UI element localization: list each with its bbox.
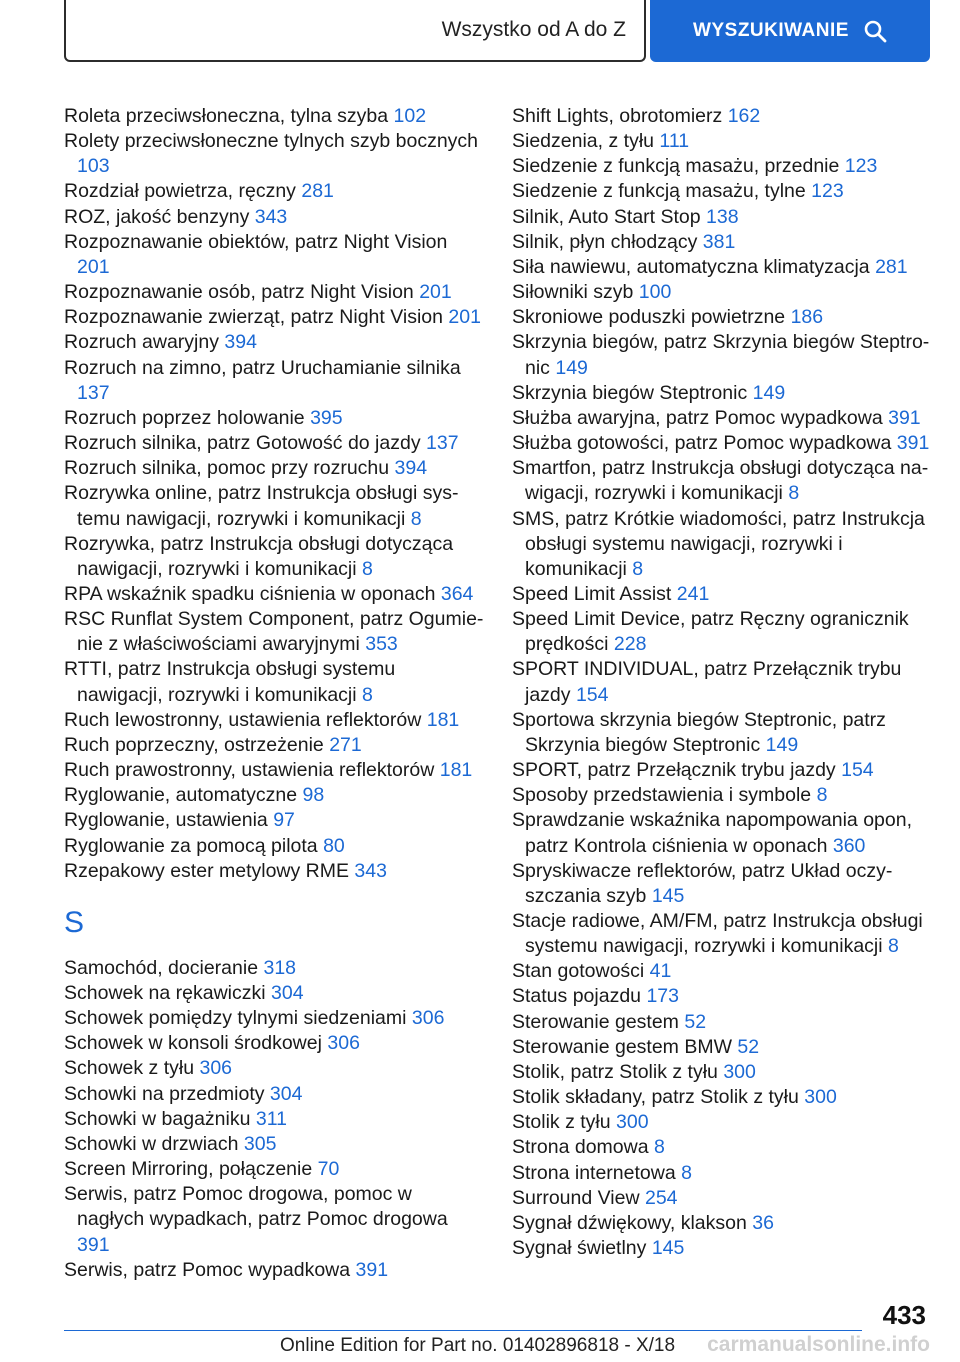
page-link[interactable]: 391: [896, 432, 930, 455]
page-link[interactable]: 123: [811, 180, 844, 203]
entry-term: SMS, patrz Krótkie wiadomości, patrz Instrukcja obsługi systemu nawigacji, rozrywki i komunikacji: [512, 507, 925, 580]
entry-term: Sposoby przedstawienia i symbole: [512, 784, 817, 807]
entry-term: Rozrywka, patrz Instrukcja obsługi dotycząca nawigacji, rozrywki i komunikacji: [64, 532, 454, 580]
index-entry: [64, 1031, 484, 1056]
page-link[interactable]: 381: [702, 230, 736, 253]
index-entry: [64, 305, 484, 330]
index-entry: [64, 758, 484, 783]
page-link[interactable]: 186: [790, 306, 824, 329]
entry-term: Rzepakowy ester metylowy RME: [64, 859, 355, 882]
entry-term: Surround View: [512, 1186, 645, 1209]
page-link[interactable]: 36: [752, 1211, 774, 1234]
index-entry: [512, 758, 932, 783]
tab-a-to-z[interactable]: [64, 0, 646, 62]
page-link[interactable]: 149: [765, 733, 799, 756]
index-entry: [512, 104, 932, 129]
entry-term: Sygnał dźwiękowy, klakson: [512, 1211, 753, 1234]
index-list-s: [64, 956, 484, 1283]
watermark: carmanualsonline.info: [707, 1333, 930, 1356]
page-link[interactable]: 145: [651, 884, 685, 907]
entry-term: Rozruch awaryjny: [64, 331, 225, 354]
entry-term: Siła nawiewu, automatyczna klimatyzacja: [512, 255, 876, 278]
page-link[interactable]: 395: [310, 406, 343, 429]
entry-term: Sterowanie gestem: [512, 1010, 685, 1033]
page-link[interactable]: 271: [329, 733, 362, 756]
index-entry: [512, 381, 932, 406]
page-link[interactable]: 103: [77, 155, 110, 178]
entry-term: Ryglowanie za pomocą pilota: [64, 834, 324, 857]
page-link[interactable]: 41: [649, 960, 672, 983]
entry-term: Ruch poprzeczny, ostrzeżenie: [64, 733, 330, 756]
page-link[interactable]: 138: [706, 205, 739, 228]
entry-term: RPA wskaźnik spadku ciśnienia w oponach: [64, 582, 441, 605]
index-column-right: [512, 104, 932, 1261]
page-link[interactable]: 123: [844, 155, 878, 178]
page-link[interactable]: 98: [302, 784, 325, 807]
page-link[interactable]: 8: [362, 557, 373, 580]
index-entry: [512, 406, 932, 431]
index-entry: [64, 783, 484, 808]
index-entry: [512, 1110, 932, 1135]
page-link[interactable]: 343: [254, 205, 288, 228]
edition-note: Online Edition for Part no. 01402896818 - X/18: [280, 1335, 676, 1356]
entry-term: Skrzynia biegów, patrz Skrzynia biegów Steptronic: [512, 331, 930, 379]
index-entry: [512, 1035, 932, 1060]
entry-term: Rozdział powietrza, ręczny: [64, 180, 302, 203]
index-entry: [512, 330, 932, 380]
page-link[interactable]: 97: [273, 809, 295, 832]
tab-search-label: WYSZUKIWANIE: [693, 20, 849, 41]
entry-term: Skroniowe poduszki powietrzne: [512, 306, 791, 329]
entry-term: Skrzynia biegów Steptronic: [512, 381, 753, 404]
entry-term: RTTI, patrz Instrukcja obsługi systemu nawigacji, rozrywki i komunikacji: [64, 658, 396, 706]
index-entry: [512, 1186, 932, 1211]
index-entry: [64, 129, 484, 179]
entry-term: Ruch lewostronny, ustawienia reflektorów: [64, 708, 427, 731]
entry-term: Speed Limit Device, patrz Ręczny ogranicznik prędkości: [512, 608, 909, 656]
index-entry: [512, 909, 932, 959]
index-entry: [512, 230, 932, 255]
index-entry: [512, 305, 932, 330]
page-link[interactable]: 181: [439, 759, 473, 782]
index-entry: [512, 1161, 932, 1186]
page-link[interactable]: 8: [362, 683, 373, 706]
index-entry: [64, 406, 484, 431]
entry-term: Rozruch silnika, pomoc przy rozruchu: [64, 457, 395, 480]
entry-term: Sterowanie gestem BMW: [512, 1035, 738, 1058]
entry-term: Rolety przeciwsłoneczne tylnych szyb bocznych: [64, 130, 479, 153]
index-entry: [512, 205, 932, 230]
page-link[interactable]: 201: [448, 306, 481, 329]
page-link[interactable]: 8: [788, 482, 800, 505]
entry-term: Stolik z tyłu: [512, 1111, 617, 1134]
entry-term: SPORT, patrz Przełącznik trybu jazdy: [512, 759, 842, 782]
entry-term: Stan gotowości: [512, 960, 650, 983]
index-entry: [512, 456, 932, 506]
page-link[interactable]: 353: [365, 633, 398, 656]
search-icon: [863, 19, 887, 43]
index-entry: [64, 532, 484, 582]
page-link[interactable]: 281: [301, 180, 334, 203]
index-entry: [64, 431, 484, 456]
entry-term: Ryglowanie, automatyczne: [64, 784, 303, 807]
index-entry: [64, 708, 484, 733]
footer-divider: [64, 1330, 862, 1331]
index-entry: [512, 1135, 932, 1160]
entry-term: Smartfon, patrz Instrukcja obsługi dotycząca nawigacji, rozrywki i komunikacji: [512, 457, 929, 505]
entry-term: Schowek w konsoli środkowej: [64, 1032, 328, 1055]
index-entry: [64, 859, 484, 884]
entry-term: Speed Limit Assist: [512, 582, 677, 605]
index-entry: [512, 657, 932, 707]
page-link[interactable]: 311: [255, 1107, 287, 1130]
header: [64, 0, 930, 66]
entry-term: ROZ, jakość benzyny: [64, 205, 255, 228]
entry-term: Sprawdzanie wskaźnika napompowania opon, patrz Kontrola ciśnienia w oponach: [512, 809, 912, 857]
entry-term: Spryskiwacze reflektorów, patrz Układ oczyszczania szyb: [512, 859, 893, 907]
entry-term: Roleta przeciwsłoneczna, tylna szyba: [64, 105, 394, 127]
index-entry: [64, 1132, 484, 1157]
entry-term: Rozrywka online, patrz Instrukcja obsługi systemu nawigacji, rozrywki i komunikacji: [64, 482, 459, 530]
page-number: 433: [882, 1300, 926, 1330]
index-entry: [64, 981, 484, 1006]
page-link[interactable]: 173: [646, 985, 679, 1008]
index-list-s-continued: [512, 104, 932, 1261]
page-link[interactable]: 145: [651, 1237, 685, 1260]
entry-term: Sygnał świetlny: [512, 1237, 652, 1260]
entry-term: Schowki w drzwiach: [64, 1132, 244, 1155]
entry-term: Schowek pomiędzy tylnymi siedzeniami: [64, 1007, 412, 1030]
page-link[interactable]: 70: [317, 1158, 340, 1181]
index-entry: [512, 1085, 932, 1110]
entry-term: Rozpoznawanie osób, patrz Night Vision: [64, 281, 420, 304]
page-link[interactable]: 149: [752, 381, 786, 404]
page-link[interactable]: 137: [426, 432, 459, 455]
entry-term: Rozruch na zimno, patrz Uruchamianie silnika: [64, 356, 461, 379]
index-entry: [64, 1056, 484, 1081]
page-link[interactable]: 306: [327, 1032, 360, 1055]
page-link[interactable]: 8: [681, 1161, 692, 1184]
index-column-left: [64, 104, 484, 1283]
entry-term: Stolik, patrz Stolik z tyłu: [512, 1060, 724, 1083]
index-entry: [512, 154, 932, 179]
index-list-r: [64, 104, 484, 884]
page-link[interactable]: 111: [659, 130, 690, 153]
page-link[interactable]: 80: [323, 834, 345, 857]
page-link[interactable]: 162: [727, 105, 761, 127]
entry-term: Siedzenie z funkcją masażu, przednie: [512, 155, 845, 178]
index-entry: [512, 607, 932, 657]
entry-term: Ryglowanie, ustawienia: [64, 809, 274, 832]
entry-term: Rozruch poprzez holowanie: [64, 406, 311, 429]
entry-term: Siłowniki szyb: [512, 281, 639, 304]
entry-term: Stacje radiowe, AM/FM, patrz Instrukcja obsługi systemu nawigacji, rozrywki i komunikacji: [512, 910, 923, 958]
page-link[interactable]: 228: [613, 633, 647, 656]
entry-term: Stolik składany, patrz Stolik z tyłu: [512, 1086, 805, 1109]
page-link[interactable]: 8: [410, 507, 422, 530]
page-link[interactable]: 300: [804, 1086, 837, 1109]
entry-term: Rozpoznawanie zwierząt, patrz Night Vision: [64, 306, 449, 329]
index-entry: [64, 1107, 484, 1132]
index-entry: [512, 984, 932, 1009]
page-link[interactable]: 306: [199, 1057, 233, 1080]
entry-term: Schowki w bagażniku: [64, 1107, 256, 1130]
index-entry: [64, 733, 484, 758]
section-letter: S: [64, 905, 85, 939]
page-link[interactable]: 8: [654, 1136, 665, 1159]
index-entry: [64, 956, 484, 981]
index-entry: [512, 783, 932, 808]
entry-term: Silnik, płyn chłodzący: [512, 230, 703, 253]
index-entry: [64, 104, 484, 129]
entry-term: Służba gotowości, patrz Pomoc wypadkowa: [512, 432, 897, 455]
index-entry: [512, 280, 932, 305]
page-link[interactable]: 343: [354, 859, 387, 882]
index-entry: [512, 1060, 932, 1085]
page-link[interactable]: 305: [243, 1132, 277, 1155]
index-entry: [512, 808, 932, 858]
index-entry: [512, 959, 932, 984]
page-link[interactable]: 137: [77, 381, 110, 404]
page-link[interactable]: 364: [440, 582, 474, 605]
page-link[interactable]: 306: [411, 1007, 445, 1030]
index-entry: [64, 330, 484, 355]
page-link[interactable]: 254: [644, 1186, 678, 1209]
entry-term: Schowek z tyłu: [64, 1057, 200, 1080]
page-link[interactable]: 201: [77, 255, 110, 278]
page-link[interactable]: 154: [841, 759, 874, 782]
index-entry: [64, 657, 484, 707]
index-entry: [64, 1258, 484, 1283]
index-entry: [64, 582, 484, 607]
entry-term: Serwis, patrz Pomoc wypadkowa: [64, 1258, 356, 1281]
page-link[interactable]: 149: [555, 356, 588, 379]
page-link[interactable]: 8: [888, 935, 899, 958]
page-link[interactable]: 391: [888, 406, 921, 429]
entry-term: Schowek na rękawiczki: [64, 982, 271, 1004]
entry-term: Rozruch silnika, patrz Gotowość do jazdy: [64, 432, 426, 455]
page-link[interactable]: 8: [816, 784, 828, 807]
index-entry: [64, 1182, 484, 1257]
index-entry: [512, 507, 932, 582]
index-entry: [512, 1010, 932, 1035]
tab-a-to-z-label: Wszystko od A do Z: [441, 18, 626, 41]
index-entry: [512, 582, 932, 607]
entry-term: Sportowa skrzynia biegów Steptronic, patrz Skrzynia biegów Steptronic: [512, 708, 886, 756]
index-entry: [64, 205, 484, 230]
page-link[interactable]: 52: [737, 1035, 760, 1058]
entry-term: RSC Runflat System Component, patrz Ogumienie z właściwościami awaryjnymi: [64, 608, 484, 656]
index-entry: [64, 1157, 484, 1182]
index-entry: [64, 179, 484, 204]
index-entry: [64, 1006, 484, 1031]
entry-term: Status pojazdu: [512, 985, 647, 1008]
page-link[interactable]: 52: [684, 1010, 707, 1033]
index-entry: [512, 431, 932, 456]
page-link[interactable]: 281: [875, 255, 908, 278]
index-entry: [512, 179, 932, 204]
entry-term: Siedzenie z funkcją masażu, tylne: [512, 180, 812, 203]
index-entry: [64, 280, 484, 305]
entry-term: SPORT INDIVIDUAL, patrz Przełącznik trybu jazdy: [512, 658, 902, 706]
page-link[interactable]: 304: [269, 1082, 303, 1105]
index-entry: [64, 481, 484, 531]
entry-term: Serwis, patrz Pomoc drogowa, pomoc w nagłych wypadkach, patrz Pomoc drogowa: [64, 1183, 448, 1231]
entry-term: Silnik, Auto Start Stop: [512, 205, 707, 228]
page-link[interactable]: 360: [832, 834, 866, 857]
page-link[interactable]: 394: [224, 331, 257, 354]
entry-term: Strona internetowa: [512, 1161, 682, 1184]
page-link[interactable]: 8: [632, 557, 644, 580]
index-entry: [64, 456, 484, 481]
page-link[interactable]: 391: [355, 1258, 389, 1281]
index-entry: [512, 129, 932, 154]
entry-term: Rozpoznawanie obiektów, patrz Night Vision: [64, 230, 448, 253]
index-entry: [512, 1211, 932, 1236]
entry-term: Screen Mirroring, połączenie: [64, 1158, 318, 1181]
page-link[interactable]: 102: [393, 105, 427, 127]
page-link[interactable]: 201: [419, 281, 452, 304]
page-link[interactable]: 100: [638, 281, 672, 304]
index-entry: [64, 808, 484, 833]
page-link[interactable]: 304: [271, 982, 304, 1004]
page-link[interactable]: 241: [676, 582, 710, 605]
page-link[interactable]: 300: [723, 1060, 756, 1083]
entry-term: Schowki na przedmioty: [64, 1082, 270, 1105]
page-link[interactable]: 394: [394, 457, 428, 480]
entry-term: Shift Lights, obrotomierz: [512, 105, 728, 127]
entry-term: Ruch prawostronny, ustawienia reflektorów: [64, 759, 440, 782]
entry-term: Siedzenia, z tyłu: [512, 130, 660, 153]
index-entry: [64, 356, 484, 406]
index-entry: [64, 607, 484, 657]
page-link[interactable]: 391: [77, 1233, 110, 1256]
index-entry: [64, 1082, 484, 1107]
entry-term: Strona domowa: [512, 1136, 654, 1159]
index-entry: [512, 708, 932, 758]
page-link[interactable]: 300: [616, 1111, 649, 1134]
entry-term: Służba awaryjna, patrz Pomoc wypadkowa: [512, 406, 889, 429]
index-entry: [64, 230, 484, 280]
page-link[interactable]: 181: [426, 708, 460, 731]
page-link[interactable]: 154: [575, 683, 609, 706]
entry-term: Samochód, docieranie: [64, 956, 264, 979]
page-link[interactable]: 318: [263, 956, 297, 979]
tab-search[interactable]: [650, 0, 930, 62]
index-entry: [64, 834, 484, 859]
index-entry: [512, 1236, 932, 1261]
index-entry: [512, 859, 932, 909]
index-entry: [512, 255, 932, 280]
